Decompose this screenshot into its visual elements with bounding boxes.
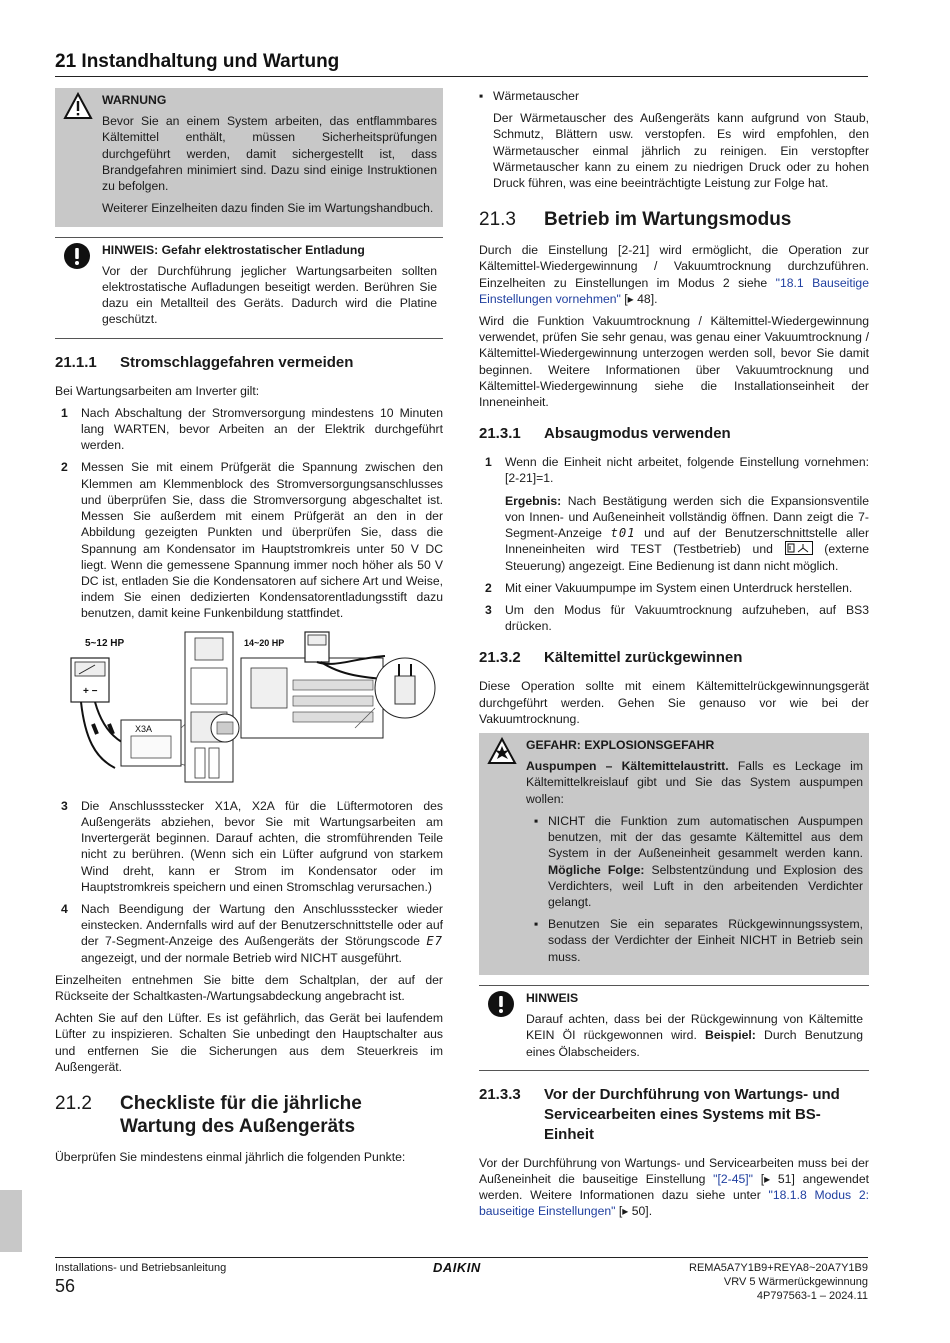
- bullet-text: Benutzen Sie ein separates Rückgewinnungssystem, sodass der Verdichter der Einheit NICHT in Betrieb sein muss.: [548, 917, 863, 964]
- maintenance-mode-text-1: [479, 242, 869, 307]
- list-item: [534, 813, 863, 910]
- wiring-diagram-note: Einzelheiten entnehmen Sie bitte dem Schaltplan, der auf der Rückseite der Schaltkasten-/Wartungsabdeckung angebracht ist.: [55, 972, 443, 1004]
- intro-text: Bei Wartungsarbeiten am Inverter gilt:: [55, 383, 260, 398]
- danger-title: GEFAHR: EXPLOSIONSGEFAHR: [526, 738, 715, 753]
- danger-bullets: [534, 813, 863, 965]
- step-text: Die Anschlussstecker X1A, X2A für die Lüftermotoren des Außengeräts abziehen, bevor Sie mit Wartungsarbeiten am Invertergerät beginnen. Darauf achten, die stromführenden Teile nicht zu berühren. (Wenn sich ein Lüfter aufgrund von starkem Wind dreht, kann er Strom im Kondensator oder im Hauptstromkreis speichern und einen Stromschlag verursachen.): [81, 798, 443, 894]
- text-segment: Vor der Durchführung von Wartungs- und Servicearbeiten muss bei der Außeneinheit die bauseitige Einstellung: [479, 1155, 869, 1186]
- heading-21-1-1: [55, 353, 443, 373]
- exclamation-circle-icon: [63, 242, 93, 270]
- danger-lead: [526, 758, 863, 807]
- step-number: 4: [61, 901, 68, 916]
- text-segment: NICHT die Funktion zum automatischen Auspumpen benutzen, mit der das gesamte Kältemittel aus dem System in der Außeneinheit gesammelt werden kann.: [548, 813, 863, 861]
- label-x3a: X3A: [135, 723, 153, 734]
- steps-list-2: [55, 798, 443, 966]
- footer-rule: [55, 1257, 868, 1258]
- daikin-logo: DAIKIN: [433, 1260, 481, 1275]
- heading-number: 21.3.2: [479, 649, 521, 667]
- result-text-a: Nach Bestätigung werden sich die Expansionsventile von Innen- und Außeneinheit vollständig öffnen. Dann zeigt die 7-Segment-Anzeige: [505, 493, 869, 541]
- heading-number: 21.2: [55, 1093, 92, 1115]
- list-item: [55, 901, 443, 966]
- esd-notice-title: HINWEIS: Gefahr elektrostatischer Entladung: [102, 242, 365, 257]
- step-text: Messen Sie mit einem Prüfgerät die Spannung zwischen den Klemmen am Klemmenblock des Stromversorgungsanschlusses und überprüfen Sie, dass die Stromversorgung abgeschaltet ist. Messen Sie außerdem mit einem Prüfgerät an den in der Abbildung gezeigten Punkten und überprüfen Sie, dass die Spannung am Kondensator im Hauptstromkreis unter 50 V DC liegt. Wenn die gemessene Spannung immer noch höher als 50 V DC ist, entladen Sie die Kondensatoren auf sichere Art und Weise, indem Sie einen dedizierten Kondensatorentladungsstift dazu benutzen, damit keine Funkenbildung stattfindet.: [81, 460, 443, 621]
- svg-text:+ −: + −: [83, 685, 98, 697]
- warning-title: WARNUNG: [102, 93, 167, 107]
- step-number: 1: [61, 405, 68, 420]
- warning-box: [55, 88, 443, 227]
- list-item: [55, 405, 443, 454]
- list-item: [479, 454, 869, 574]
- bs-unit-text: [479, 1155, 869, 1220]
- step4-text-a: Nach Beendigung der Wartung den Anschlussstecker wieder einstecken. Andernfalls wird auf der Benutzerschnittstelle oder auf der 7-Segment-Anzeige des Außengeräts der Störungscode: [81, 901, 443, 949]
- result-text-b: und auf der Benutzerschnittstelle aller Inneneinheiten wird TEST (Testbetrieb) und: [505, 526, 870, 557]
- step-number: 3: [485, 602, 492, 617]
- warning-text-1: Bevor Sie an einem System arbeiten, das entflammbares Kältemittel enthält, müssen Sicherheitsprüfungen durchgeführt werden, damit sichergestellt ist, dass Brandgefahren minimiert sind. Dazu sind einige Instruktionen zu befolgen.: [102, 114, 437, 194]
- capacitor-measurement-figure: [55, 628, 443, 788]
- danger-lead-bold: Auspumpen – Kältemittelaustritt.: [526, 759, 729, 774]
- left-column: [55, 88, 443, 1171]
- result-text-c: (externe Steuerung) angezeigt. Eine Bedienung ist dann nicht möglich.: [505, 542, 869, 573]
- steps-list-1: [55, 405, 443, 622]
- step-text: [81, 901, 443, 966]
- step-text: Nach Abschaltung der Stromversorgung mindestens 10 Minuten lang WARTEN, bevor Arbeiten an der Elektrik durchgeführt werden.: [81, 405, 443, 453]
- hinweis-text: [526, 1011, 863, 1060]
- heading-number: 21.1.1: [55, 353, 97, 371]
- heading-text: Betrieb im Wartungsmodus: [544, 209, 792, 231]
- heading-text: Kältemittel zurückgewinnen: [544, 649, 743, 667]
- link-18-1[interactable]: "18.1 Bauseitige Einstellungen vornehmen": [479, 275, 869, 306]
- bullet-marker: ▪: [534, 917, 539, 932]
- step-text: Wenn die Einheit nicht arbeitet, folgende Einstellung vornehmen: [2-21]=1.: [505, 455, 869, 486]
- maintenance-mode-text-2: Wird die Funktion Vakuumtrocknung / Kältemittel-Wiedergewinnung verwendet, prüfen Sie sehr genau, was genau einer Vakuumtrocknung / Kältemittel-Wiedergewinnung unterzogen werden soll, bevor Sie damit beginnen. Weitere Informationen über Vakuumtrocknung und Kältemittel-Wiedergewinnung siehe die Installationseinheit der Inneneinheit.: [479, 313, 869, 410]
- heading-21-3: [479, 209, 869, 232]
- page-ref: [▸ 48].: [624, 291, 658, 306]
- text-segment: Selbstentzündung und Explosion des Verdichters, weil Luft in den arbeitenden Verdichter gelangt.: [548, 862, 863, 909]
- external-control-icon: [785, 541, 813, 555]
- bullet-title: Wärmetauscher: [493, 89, 580, 103]
- esd-notice-text: Vor der Durchführung jeglicher Wartungsarbeiten sollten elektrostatische Aufladungen beseitigt werden. Berühren Sie dazu ein Metallteil des Geräts. Dadurch wird die Platine geschützt.: [102, 263, 437, 327]
- link-2-45[interactable]: "[2-45]": [713, 1171, 753, 1186]
- page-number: 56: [55, 1276, 76, 1296]
- result-block: [505, 493, 869, 574]
- footer-model-info: [689, 1261, 868, 1303]
- hinweis-box: [479, 985, 869, 1071]
- list-item: [479, 88, 869, 104]
- chapter-tab-marker: [0, 1190, 22, 1252]
- heading-text: Checkliste für die jährliche Wartung des Außengeräts: [120, 1093, 362, 1137]
- error-code-e7: E7: [426, 934, 444, 949]
- fan-caution-note: Achten Sie auf den Lüfter. Es ist gefährlich, das Gerät bei laufendem Lüfter zu inspizieren. Schalten Sie unbedingt den Hauptschalter aus und entfernen Sie die Sicherungen aus dem Steuerkreis im Außengerät.: [55, 1011, 443, 1074]
- warning-triangle-icon: [63, 92, 93, 120]
- bullet-marker: ▪: [534, 813, 539, 828]
- step-number: 3: [61, 798, 68, 813]
- text-segment: Durch die Einstellung [2-21] wird ermöglicht, die Operation zur Kältemittel-Wiedergewinnung / Vakuumtrocknung durchzuführen. Einzelheiten zu Einstellungen im Modus 2 siehe: [479, 243, 869, 290]
- heading-21-3-1: [479, 424, 869, 444]
- step-number: 2: [61, 460, 68, 475]
- heading-text: Vor der Durchführung von Wartungs- und Servicearbeiten eines Systems mit BS-Einheit: [544, 1085, 840, 1143]
- right-column: [479, 88, 869, 1225]
- display-code-t01: t01: [610, 526, 636, 541]
- explosion-hazard-icon: [487, 737, 517, 765]
- footer-model: REMA5A7Y1B9+REYA8~20A7Y1B9: [689, 1262, 868, 1274]
- consequence-label: Mögliche Folge:: [548, 862, 645, 877]
- heading-text: Stromschlaggefahren vermeiden: [120, 353, 354, 371]
- link-18-1-8[interactable]: "18.1.8 Modus 2: bauseitige Einstellungen": [479, 1187, 869, 1219]
- step-text: Mit einer Vakuumpumpe im System einen Unterdruck herstellen.: [505, 580, 853, 595]
- heading-21-3-2: [479, 648, 869, 668]
- steps-list-3: [479, 454, 869, 634]
- list-item: [534, 916, 863, 965]
- hinweis-title: HINWEIS: [526, 990, 579, 1005]
- label-14-20hp: 14~20 HP: [244, 637, 285, 648]
- danger-box: [479, 733, 869, 975]
- result-label: Ergebnis:: [505, 493, 562, 508]
- step-body: [505, 454, 869, 574]
- footer-product: VRV 5 Wärmerückgewinnung: [723, 1276, 868, 1289]
- danger-lead-text: Falls es Leckage im Kältemittelkreislauf gibt und Sie das System auspumpen wollen:: [526, 759, 864, 806]
- recovery-text: Diese Operation sollte mit einem Kältemittelrückgewinnungsgerät durchgeführt werden. Gehen Sie genauso vor wie bei der Vakuumtrocknung.: [479, 679, 869, 726]
- list-item: [479, 580, 869, 596]
- heading-number: 21.3.1: [479, 425, 521, 443]
- page-ref: [▸ 50].: [618, 1204, 653, 1219]
- list-item: [55, 459, 443, 621]
- footer-doc-number: 4P797563-1 – 2024.11: [756, 1290, 868, 1303]
- wiring-illustration: [55, 628, 443, 788]
- heading-21-3-3: [479, 1085, 869, 1145]
- list-item: [479, 602, 869, 634]
- footer-manual-title: Installations- und Betriebsanleitung: [55, 1262, 227, 1274]
- heading-number: 21.3: [479, 209, 516, 231]
- chapter-title: 21 Instandhaltung und Wartung: [55, 51, 340, 72]
- step-number: 2: [485, 580, 492, 595]
- checklist-intro: Überprüfen Sie mindestens einmal jährlich die folgenden Punkte:: [55, 1149, 406, 1164]
- heading-number: 21.3.3: [479, 1085, 521, 1103]
- list-item: [55, 798, 443, 895]
- step-number: 1: [485, 455, 492, 470]
- exclamation-circle-icon: [487, 990, 517, 1018]
- bullet-marker: ▪: [479, 89, 484, 103]
- bullet-text: [548, 813, 863, 910]
- title-rule: [55, 76, 868, 77]
- heading-21-2: [55, 1093, 443, 1139]
- text-segment: Durch Benutzung eines Ölabscheiders.: [526, 1028, 863, 1059]
- text-segment: [▸ 51] angewendet werden. Weitere Informationen dazu siehe unter: [479, 1171, 869, 1202]
- heat-exchanger-text: Der Wärmetauscher des Außengeräts kann aufgrund von Staub, Schmutz, Blättern usw. verstopfen. Es wird empfohlen, den Wärmetauscher einmal jährlich zu reinigen. Ein verstopfter Wärmetauscher kann zu einem zu niedrigen Druck oder zu hohen Druck führen, was eine beeinträchtigte Leistung zur Folge hat.: [493, 111, 869, 191]
- text-segment: Darauf achten, dass bei der Rückgewinnung von Kältemitte KEIN ÖI rückgewonnen wird.: [526, 1012, 863, 1043]
- example-label: Beispiel:: [705, 1028, 756, 1043]
- label-5-12hp: 5~12 HP: [85, 637, 125, 649]
- heading-text: Absaugmodus verwenden: [544, 425, 731, 443]
- esd-notice-box: [55, 237, 443, 339]
- warning-text-2: Weiterer Einzelheiten dazu finden Sie im Wartungshandbuch.: [102, 201, 434, 216]
- step4-text-b: angezeigt, und der normale Betrieb wird NICHT ausgeführt.: [81, 950, 402, 965]
- step-text: Um den Modus für Vakuumtrocknung aufzuheben, auf BS3 drücken.: [505, 602, 869, 634]
